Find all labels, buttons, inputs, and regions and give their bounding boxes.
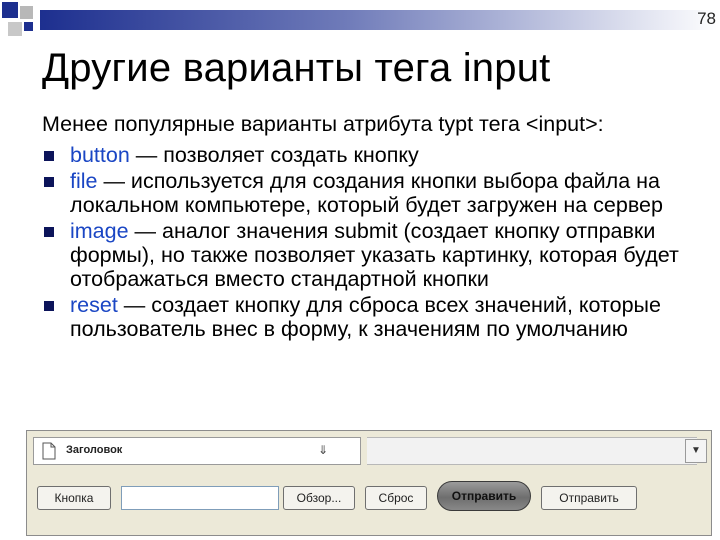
decor-square-3 (8, 22, 22, 36)
image-submit-button[interactable]: Отправить (437, 481, 531, 511)
slide-title: Другие варианты тега input (42, 46, 551, 90)
bullet-text: — создает кнопку для сброса всех значений, которые пользователь внес в форму, к значениям по умолчанию (70, 293, 661, 341)
decor-square-1 (2, 2, 18, 18)
top-gradient-bar (40, 10, 720, 30)
reset-button[interactable]: Сброс (365, 486, 427, 510)
bullet-item-reset (42, 293, 714, 341)
bullet-list (42, 143, 714, 343)
browser-tab[interactable] (33, 437, 361, 465)
decor-square-2 (20, 6, 33, 19)
form-controls-row (37, 486, 697, 512)
slide-number: 78 (697, 9, 716, 28)
browser-tab-strip (367, 437, 697, 465)
bullet-text: — используется для создания кнопки выбора файла на локальном компьютере, который будет загружен на сервер (70, 169, 663, 217)
chevron-down-icon[interactable]: ⇓ (318, 443, 329, 457)
bullet-square-icon (44, 227, 54, 237)
submit-button[interactable]: Отправить (541, 486, 637, 510)
bullet-keyword: reset (70, 293, 118, 317)
scroll-down-icon[interactable]: ▼ (685, 439, 707, 463)
bullet-item-button (42, 143, 714, 167)
bullet-square-icon (44, 301, 54, 311)
browser-screenshot (26, 430, 712, 536)
bullet-keyword: image (70, 219, 129, 243)
bullet-square-icon (44, 177, 54, 187)
document-icon (42, 442, 56, 460)
intro-text: Менее популярные варианты атрибута typt тега <input>: (42, 112, 604, 136)
bullet-item-image (42, 219, 714, 291)
decor-square-4 (24, 22, 33, 31)
bullet-keyword: file (70, 169, 98, 193)
bullet-keyword: button (70, 143, 130, 167)
button-type-button[interactable]: Кнопка (37, 486, 111, 510)
bullet-text: — аналог значения submit (создает кнопку отправки формы), но также позволяет указать картинку, которая будет отображаться вместо стандартной кнопки (70, 219, 679, 291)
bullet-item-file (42, 169, 714, 217)
file-path-input[interactable] (121, 486, 279, 510)
browser-tab-label: Заголовок (66, 444, 123, 456)
bullet-square-icon (44, 151, 54, 161)
bullet-text: — позволяет создать кнопку (129, 143, 419, 167)
file-browse-button[interactable]: Обзор... (283, 486, 355, 510)
